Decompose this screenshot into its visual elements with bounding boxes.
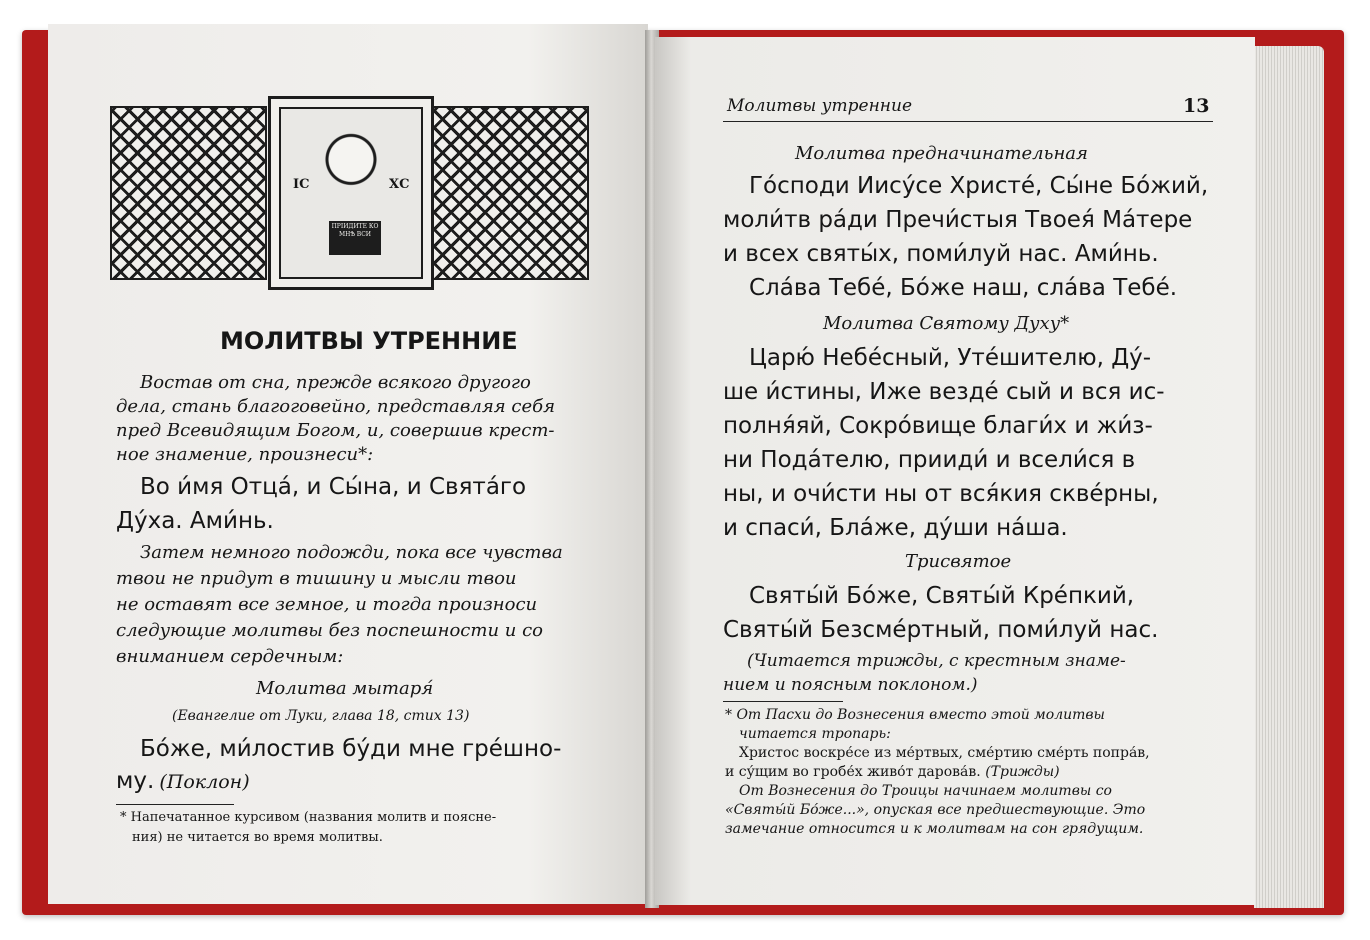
p3-note-line-1: (Читается трижды, с крестным знаме- [747,651,1126,671]
publican-line-2 [116,768,250,794]
intro-line-1: Востав от сна, прежде всякого другого [140,372,531,393]
ornament-right-knot [432,106,589,280]
instruction-line-5: вниманием сердечным: [116,646,344,667]
instruction-line-3: не оставят все земное, и тогда произноси [116,594,538,615]
publican-title: Молитва мытаря́ [256,678,434,699]
intro-line-4: ное знамение, произнеси*: [116,444,374,465]
p2-line-4: ни Пода́телю, прииди́ и всели́ся в [723,447,1136,473]
right-footnote-line-6: «Святы́й Бо́же...», опуская все предшествующие. Это [725,802,1146,818]
p1-line-1: Го́споди Иису́се Христе́, Сы́не Бо́жий, [749,173,1209,199]
icon-letter-xc: ХС [389,177,410,192]
right-footnote-trizhdy: (Трижды) [985,764,1060,780]
header-rule [723,121,1213,122]
right-footnote-line-1: * От Пасхи до Вознесения вместо этой молитвы [725,707,1105,723]
intro-line-3: пред Всевидящим Богом, и, совершив крест- [116,420,555,441]
right-footnote-rule [723,701,843,702]
p3-note-line-2: нием и поясным поклоном.) [723,675,978,695]
instruction-line-2: твои не придут в тишину и мысли твои [116,568,517,589]
page-number: 13 [1183,95,1210,117]
p2-title: Молитва Святому Духу* [823,313,1070,334]
right-page [655,37,1255,905]
p3-line-2: Святы́й Безсме́ртный, поми́луй нас. [723,617,1159,643]
left-footnote-line-1: * Напечатанное курсивом (названия молитв и поясне- [120,810,497,825]
instruction-line-1: Затем немного подожди, пока все чувства [140,542,563,563]
publican-line-2-text: му. [116,768,155,794]
publican-reference: (Евангелие от Луки, глава 18, стих 13) [172,708,470,724]
prayer1-line-1: Во и́мя Отца́, и Сы́на, и Свята́го [140,474,527,500]
p2-line-6: и спаси́, Бла́же, ду́ши на́ша. [723,515,1068,541]
prayer1-line-2: Ду́ха. Ами́нь. [116,508,274,534]
running-head: Молитвы утренние [727,96,913,116]
right-footnote-line-3: Христос воскре́се из ме́ртвых, сме́ртию сме́рть попра́в, [739,745,1150,761]
publican-line-1: Бо́же, ми́лостив бу́ди мне гре́шно- [140,736,562,762]
icon-letter-ic: ІС [293,177,310,192]
p2-line-3: полня́яй, Сокро́вище благи́х и жи́з- [723,413,1153,439]
right-footnote-line-7: замечание относится и к молитвам на сон грядущим. [725,821,1144,837]
p1-line-2: моли́тв ра́ди Пречи́стыя Твоея́ Ма́тере [723,207,1193,233]
right-footnote-line-2: читается тропарь: [739,726,891,742]
p3-line-1: Святы́й Бо́же, Святы́й Кре́пкий, [749,583,1135,609]
p1-line-4: Сла́ва Тебе́, Бо́же наш, сла́ва Тебе́. [749,275,1178,301]
intro-line-2: дела, стань благоговейно, представляя себя [116,396,556,417]
left-page [48,24,648,904]
p2-line-1: Царю́ Небе́сный, Уте́шителю, Ду́- [749,345,1152,371]
right-footnote-line-5: От Вознесения до Троицы начинаем молитвы со [739,783,1112,799]
ornament-left-knot [110,106,267,280]
instruction-line-4: следующие молитвы без поспешности и со [116,620,543,641]
right-footnote-line-4-text: и су́щим во гробе́х живо́т дарова́в. [725,764,981,780]
page-edges [1254,46,1324,908]
p2-line-5: ны, и очи́сти ны от вся́кия скве́рны, [723,481,1159,507]
icon-book: ПРІИДИТЕ КО МНѢ ВСИ [329,221,381,255]
right-footnote-line-4 [725,764,1060,780]
p2-line-2: ше и́стины, Иже везде́ сый и вся ис- [723,379,1165,405]
section-title: МОЛИТВЫ УТРЕННИЕ [220,327,518,355]
publican-bow: (Поклон) [159,771,250,793]
p3-title: Трисвятое [905,551,1012,572]
p1-line-3: и всех святы́х, поми́луй нас. Ами́нь. [723,241,1159,267]
christ-icon [268,96,434,290]
p1-title: Молитва предначинательная [795,143,1088,164]
left-footnote-rule [116,804,234,805]
left-footnote-line-2: ния) не читается во время молитвы. [132,830,383,845]
